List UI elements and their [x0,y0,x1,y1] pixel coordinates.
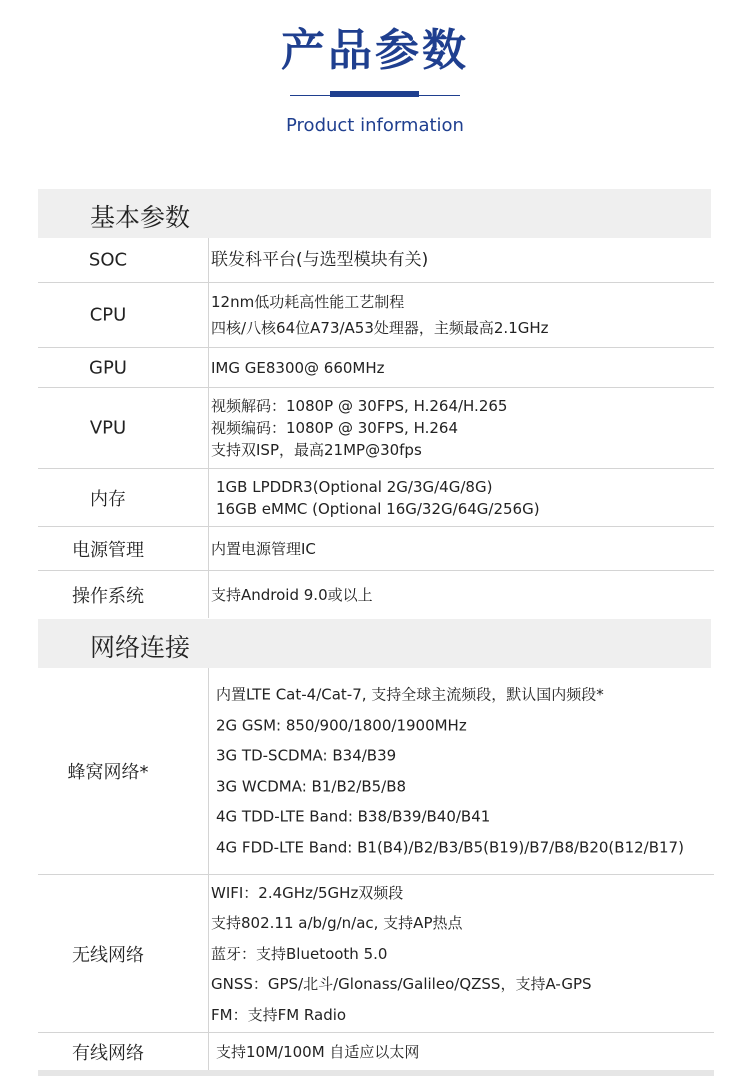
spec-row-wired [38,1033,714,1070]
spec-line: 1GB LPDDR3(Optional 2G/3G/4G/8G) [216,477,493,496]
spec-line: 支持Android 9.0或以上 [211,585,373,604]
spec-label: SOC [88,249,128,271]
spec-row-cpu [38,283,714,348]
spec-label: 电源管理 [72,539,144,561]
spec-value [211,395,507,461]
table-bottom-bar [38,1070,714,1076]
spec-line: 内置电源管理IC [211,539,316,558]
spec-line: 3G TD-SCDMA: B34/B39 [216,746,397,765]
spec-label: CPU [89,304,127,326]
spec-row-soc [38,238,714,283]
spec-row-cellular [38,668,714,875]
section-header-basic [38,189,711,238]
spec-label: 操作系统 [72,585,144,607]
page-title: 产品参数 [281,25,469,76]
spec-line: 支持802.11 a/b/g/n/ac, 支持AP热点 [211,913,463,932]
spec-line: 2G GSM: 850/900/1800/1900MHz [216,716,467,734]
spec-value [216,476,540,520]
section-header-network [38,619,711,668]
spec-row-os [38,571,714,618]
spec-line: IMG GE8300@ 660MHz [211,358,385,377]
spec-line: 4G FDD-LTE Band: B1(B4)/B2/B3/B5(B19)/B7/B8/B20(B12/B17) [216,838,684,856]
spec-row-memory [38,469,714,527]
spec-label: 无线网络 [72,944,144,966]
spec-value [211,877,592,1030]
spec-value [211,289,549,341]
spec-row-gpu [38,348,714,388]
spec-line: 支持10M/100M 自适应以太网 [216,1042,420,1061]
spec-value [216,680,684,863]
column-divider [208,238,209,282]
spec-label: GPU [89,357,127,378]
spec-line: 12nm低功耗高性能工艺制程 [211,293,405,311]
page-subtitle: Product information [286,115,464,136]
spec-row-wireless [38,875,714,1033]
spec-line: 3G WCDMA: B1/B2/B5/B8 [216,777,407,795]
spec-value [211,584,373,606]
spec-value [211,249,428,271]
spec-line: 四核/八核64位A73/A53处理器，主频最高2.1GHz [211,319,549,337]
spec-line: 视频解码：1080P @ 30FPS, H.264/H.265 [211,397,508,415]
spec-line: GNSS：GPS/北斗/Glonass/Galileo/QZSS，支持A-GPS [211,974,592,993]
column-divider [208,1033,209,1070]
section-title: 网络连接 [90,633,191,662]
column-divider [208,527,209,570]
spec-line: 支持双ISP，最高21MP@30fps [211,441,422,459]
column-divider [208,388,209,468]
spec-value [211,538,316,560]
spec-line: 内置LTE Cat-4/Cat-7, 支持全球主流频段，默认国内频段* [216,685,604,704]
spec-line: FM：支持FM Radio [211,1005,347,1024]
section-title: 基本参数 [90,203,191,232]
title-accent-bar [330,91,419,97]
spec-label: 有线网络 [72,1042,144,1064]
spec-label: 蜂窝网络* [67,762,149,783]
column-divider [208,469,209,526]
spec-line: 4G TDD-LTE Band: B38/B39/B40/B41 [216,807,491,826]
spec-line: 16GB eMMC (Optional 16G/32G/64G/256G) [216,499,540,518]
column-divider [208,348,209,387]
spec-line: 视频编码：1080P @ 30FPS, H.264 [211,419,458,437]
spec-line: 联发科平台(与选型模块有关) [211,250,429,270]
spec-line: 蓝牙：支持Bluetooth 5.0 [211,944,388,963]
spec-value [211,357,385,379]
column-divider [208,283,209,347]
spec-label: 内存 [90,488,126,510]
spec-line: WIFI：2.4GHz/5GHz双频段 [211,883,404,902]
column-divider [208,668,209,874]
column-divider [208,875,209,1032]
column-divider [208,571,209,618]
spec-value [216,1041,419,1063]
spec-label: VPU [89,417,127,439]
spec-row-vpu [38,388,714,469]
spec-row-power [38,527,714,571]
